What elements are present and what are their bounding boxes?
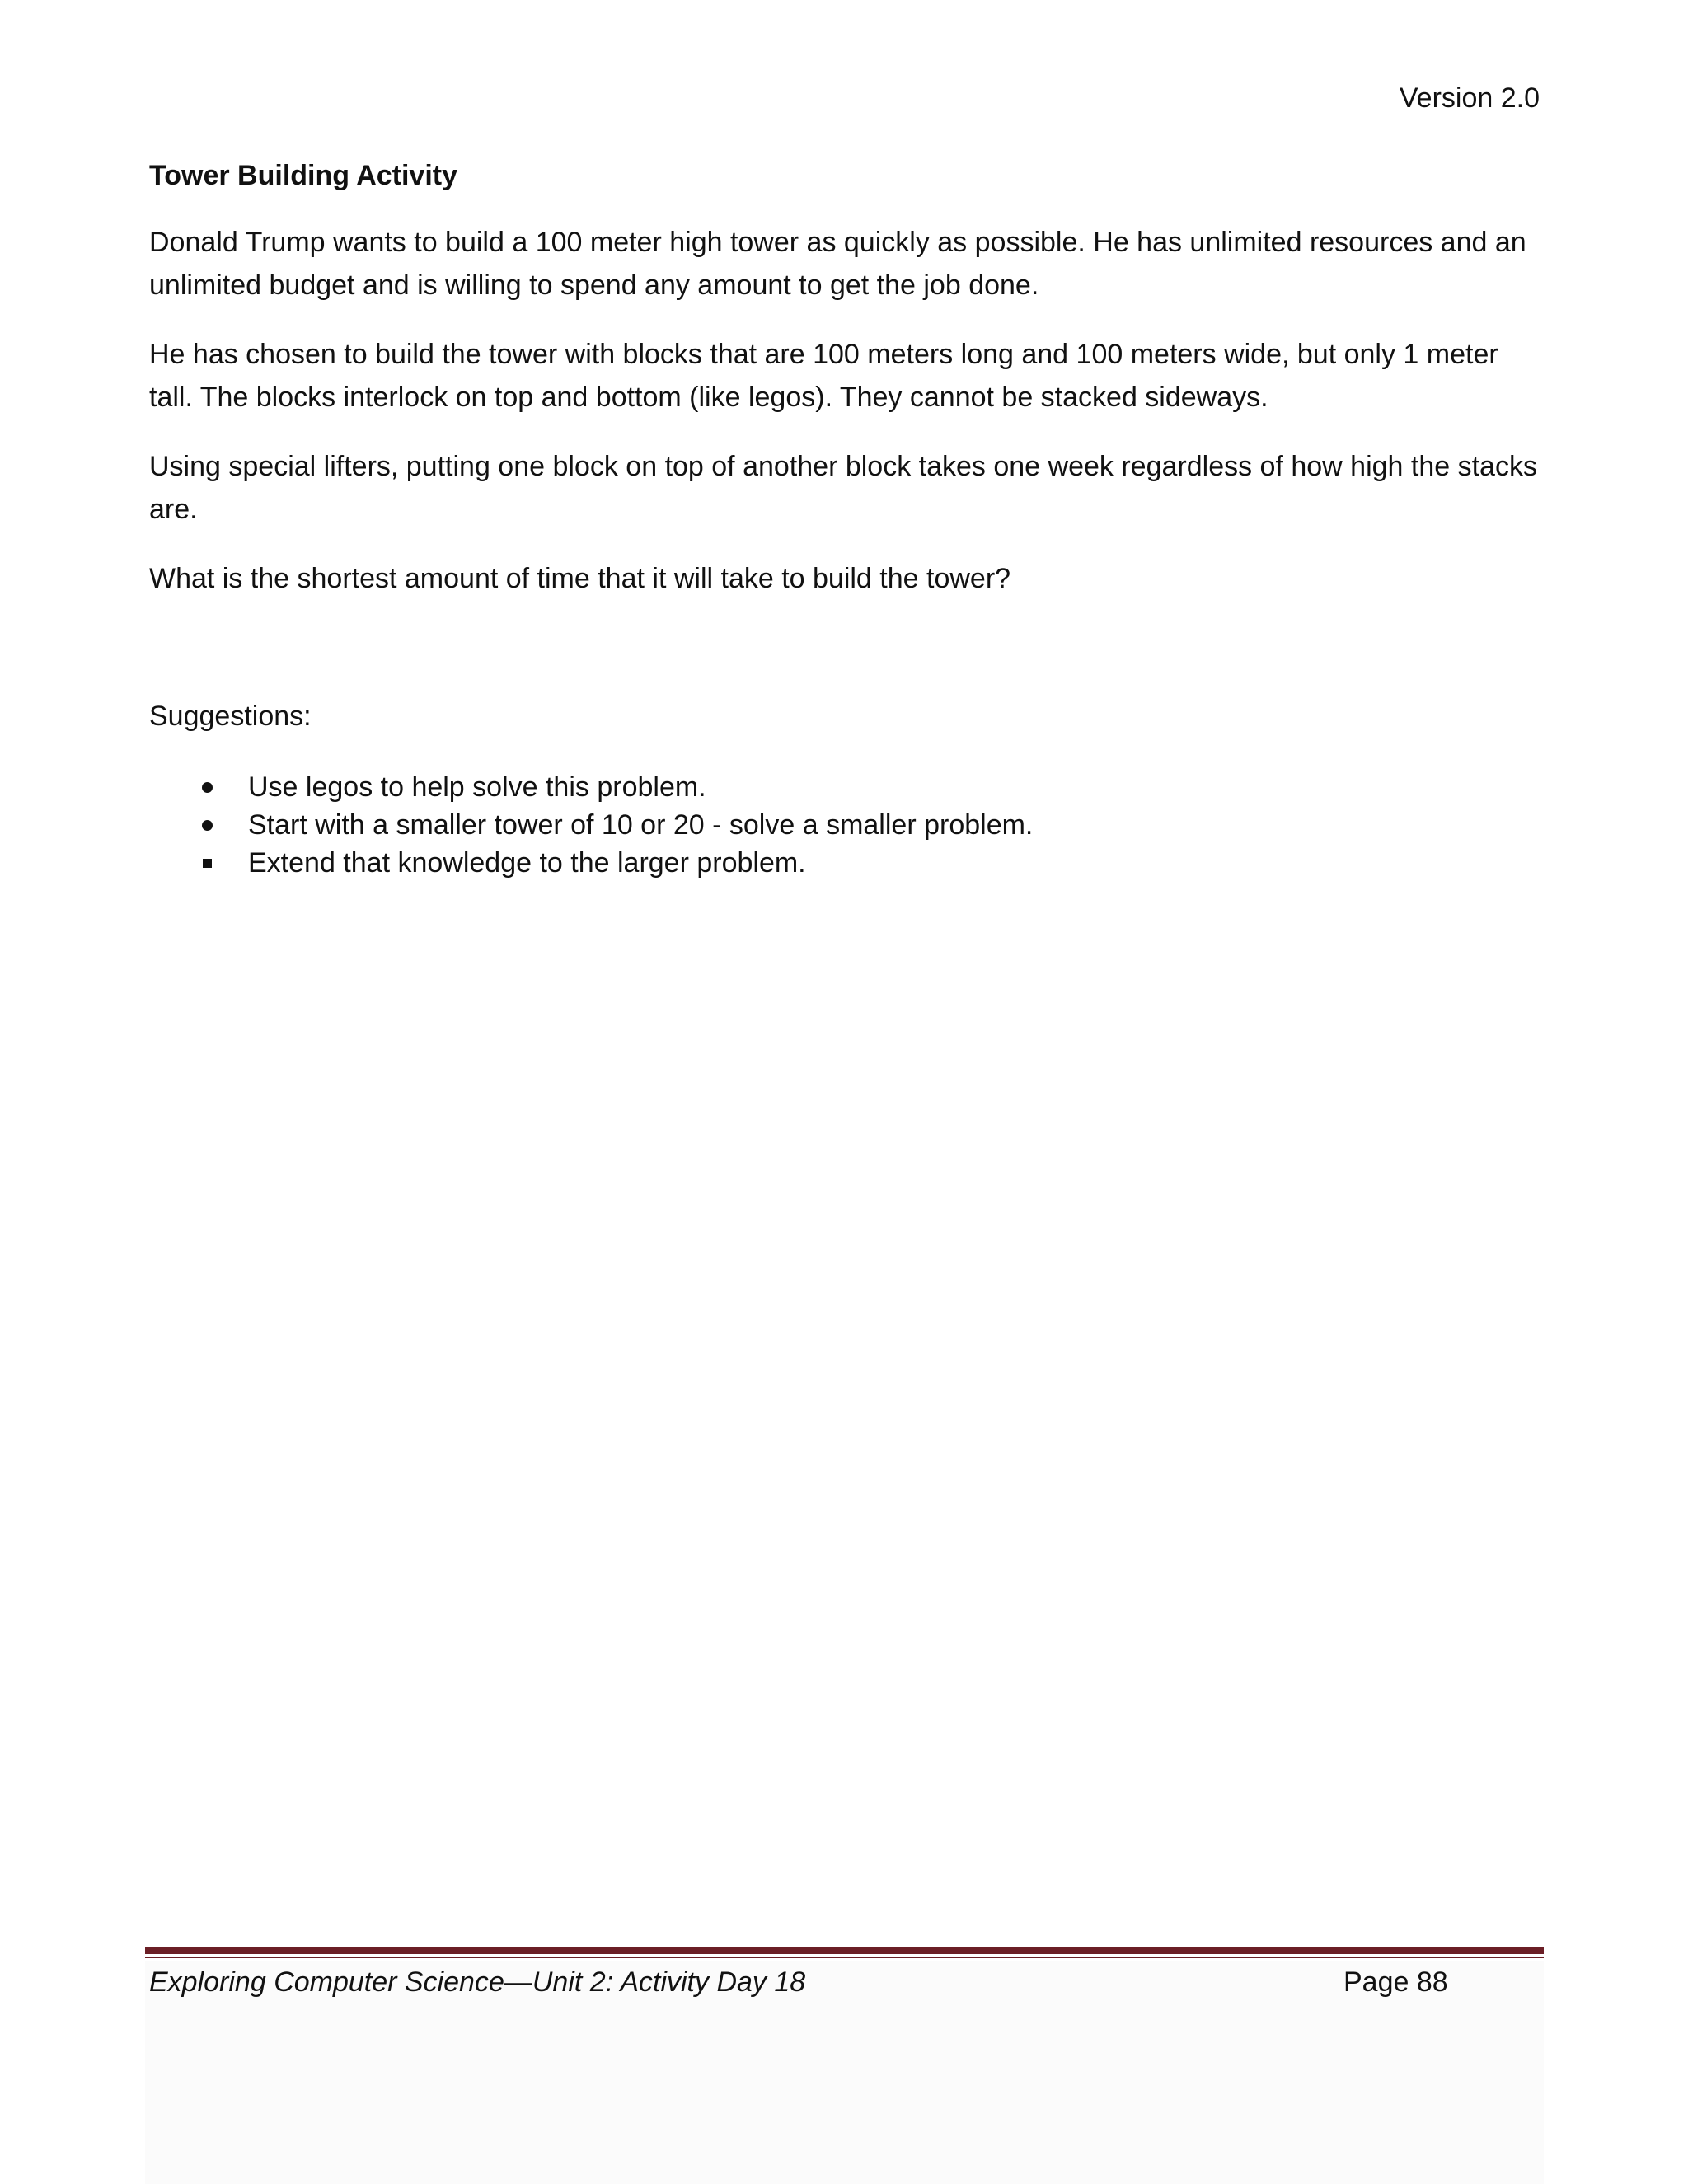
- paragraph-blocks: He has chosen to build the tower with blocks that are 100 meters long and 100 meters wide, but only 1 meter tall. The blocks interlock on top and bottom (like legos). They cannot be stacked sideways.: [149, 339, 1498, 413]
- suggestions-list: [149, 768, 1542, 882]
- activity-content: [149, 157, 1542, 882]
- version-label: Version 2.0: [1399, 82, 1540, 114]
- activity-title: Tower Building Activity: [149, 160, 458, 191]
- list-item: [149, 768, 1542, 806]
- suggestion-text: Use legos to help solve this problem.: [248, 771, 706, 803]
- bullet-dot-icon: [199, 806, 215, 844]
- footer-divider: [145, 1947, 1544, 1958]
- footer-page-number: Page 88: [1343, 1966, 1448, 1998]
- suggestion-text: Extend that knowledge to the larger problem.: [248, 847, 806, 879]
- paragraph-intro: Donald Trump wants to build a 100 meter high tower as quickly as possible. He has unlimited resources and an unlimited budget and is willing to spend any amount to get the job done.: [149, 227, 1526, 301]
- suggestion-text: Start with a smaller tower of 10 or 20 - solve a smaller problem.: [248, 809, 1034, 841]
- list-item: [149, 844, 1542, 882]
- footer-course-title: Exploring Computer Science—Unit 2: Activity Day 18: [149, 1966, 806, 1998]
- list-item: [149, 806, 1542, 844]
- suggestions-label: Suggestions:: [149, 701, 312, 732]
- paragraph-question: What is the shortest amount of time that it will take to build the tower?: [149, 563, 1011, 594]
- bullet-dot-icon: [199, 768, 215, 806]
- paragraph-lifters: Using special lifters, putting one block on top of another block takes one week regardless of how high the stacks are.: [149, 451, 1537, 525]
- bullet-square-icon: [199, 844, 215, 882]
